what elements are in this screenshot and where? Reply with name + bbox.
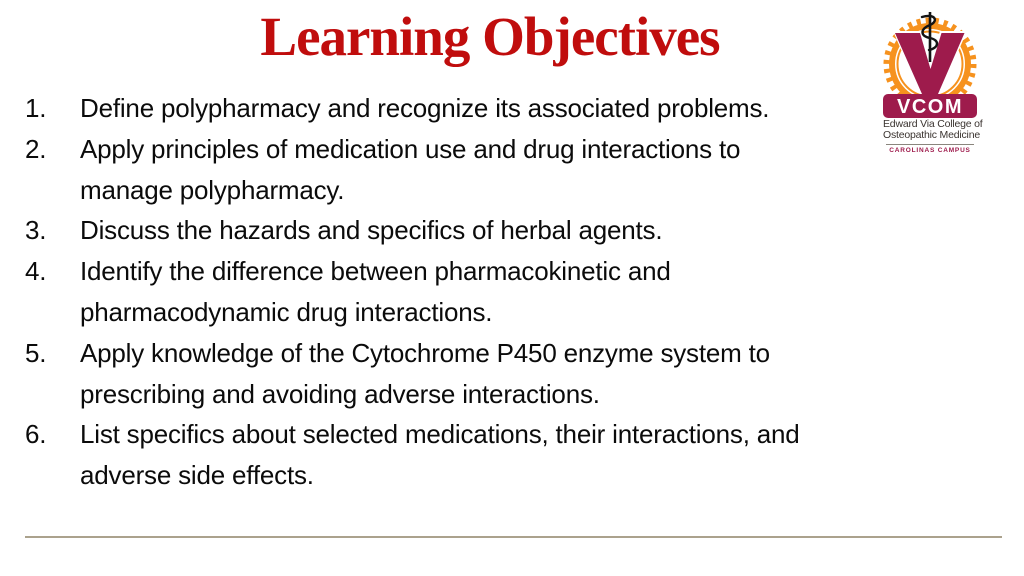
list-item [25,333,905,415]
list-item-number: 6. [25,419,47,450]
list-item [25,414,905,496]
page-title: Learning Objectives [260,6,720,67]
objectives-list [25,88,905,496]
footer-divider-line [25,536,1002,538]
logo-campus-label: CAROLINAS CAMPUS [889,147,971,154]
list-item [25,129,905,211]
logo-college-name: Edward Via College of Osteopathic Medicine [883,118,983,141]
list-item-text: Define polypharmacy and recognize its associated problems. [80,93,770,123]
list-item-number: 3. [25,215,47,246]
list-item-text: List specifics about selected medications, their interactions, and adverse side effects. [80,419,800,491]
list-item [25,251,905,333]
vcom-emblem-icon [883,10,977,118]
vcom-logo [883,10,983,154]
vcom-acronym: VCOM [897,96,963,118]
list-item-number: 2. [25,133,47,164]
list-item-text: Identify the difference between pharmacokinetic and pharmacodynamic drug interactions. [80,256,671,327]
list-item-text: Discuss the hazards and specifics of herbal agents. [80,215,663,246]
list-item-number: 1. [25,93,47,123]
list-item-text: Apply principles of medication use and drug interactions to manage polypharmacy. [80,133,741,205]
list-item-number: 4. [25,256,47,287]
list-item-text: Apply knowledge of the Cytochrome P450 enzyme system to prescribing and avoiding adverse interactions. [80,337,770,409]
list-item [25,210,905,251]
logo-divider [886,144,974,145]
list-item-number: 5. [25,337,47,368]
list-item [25,88,905,129]
